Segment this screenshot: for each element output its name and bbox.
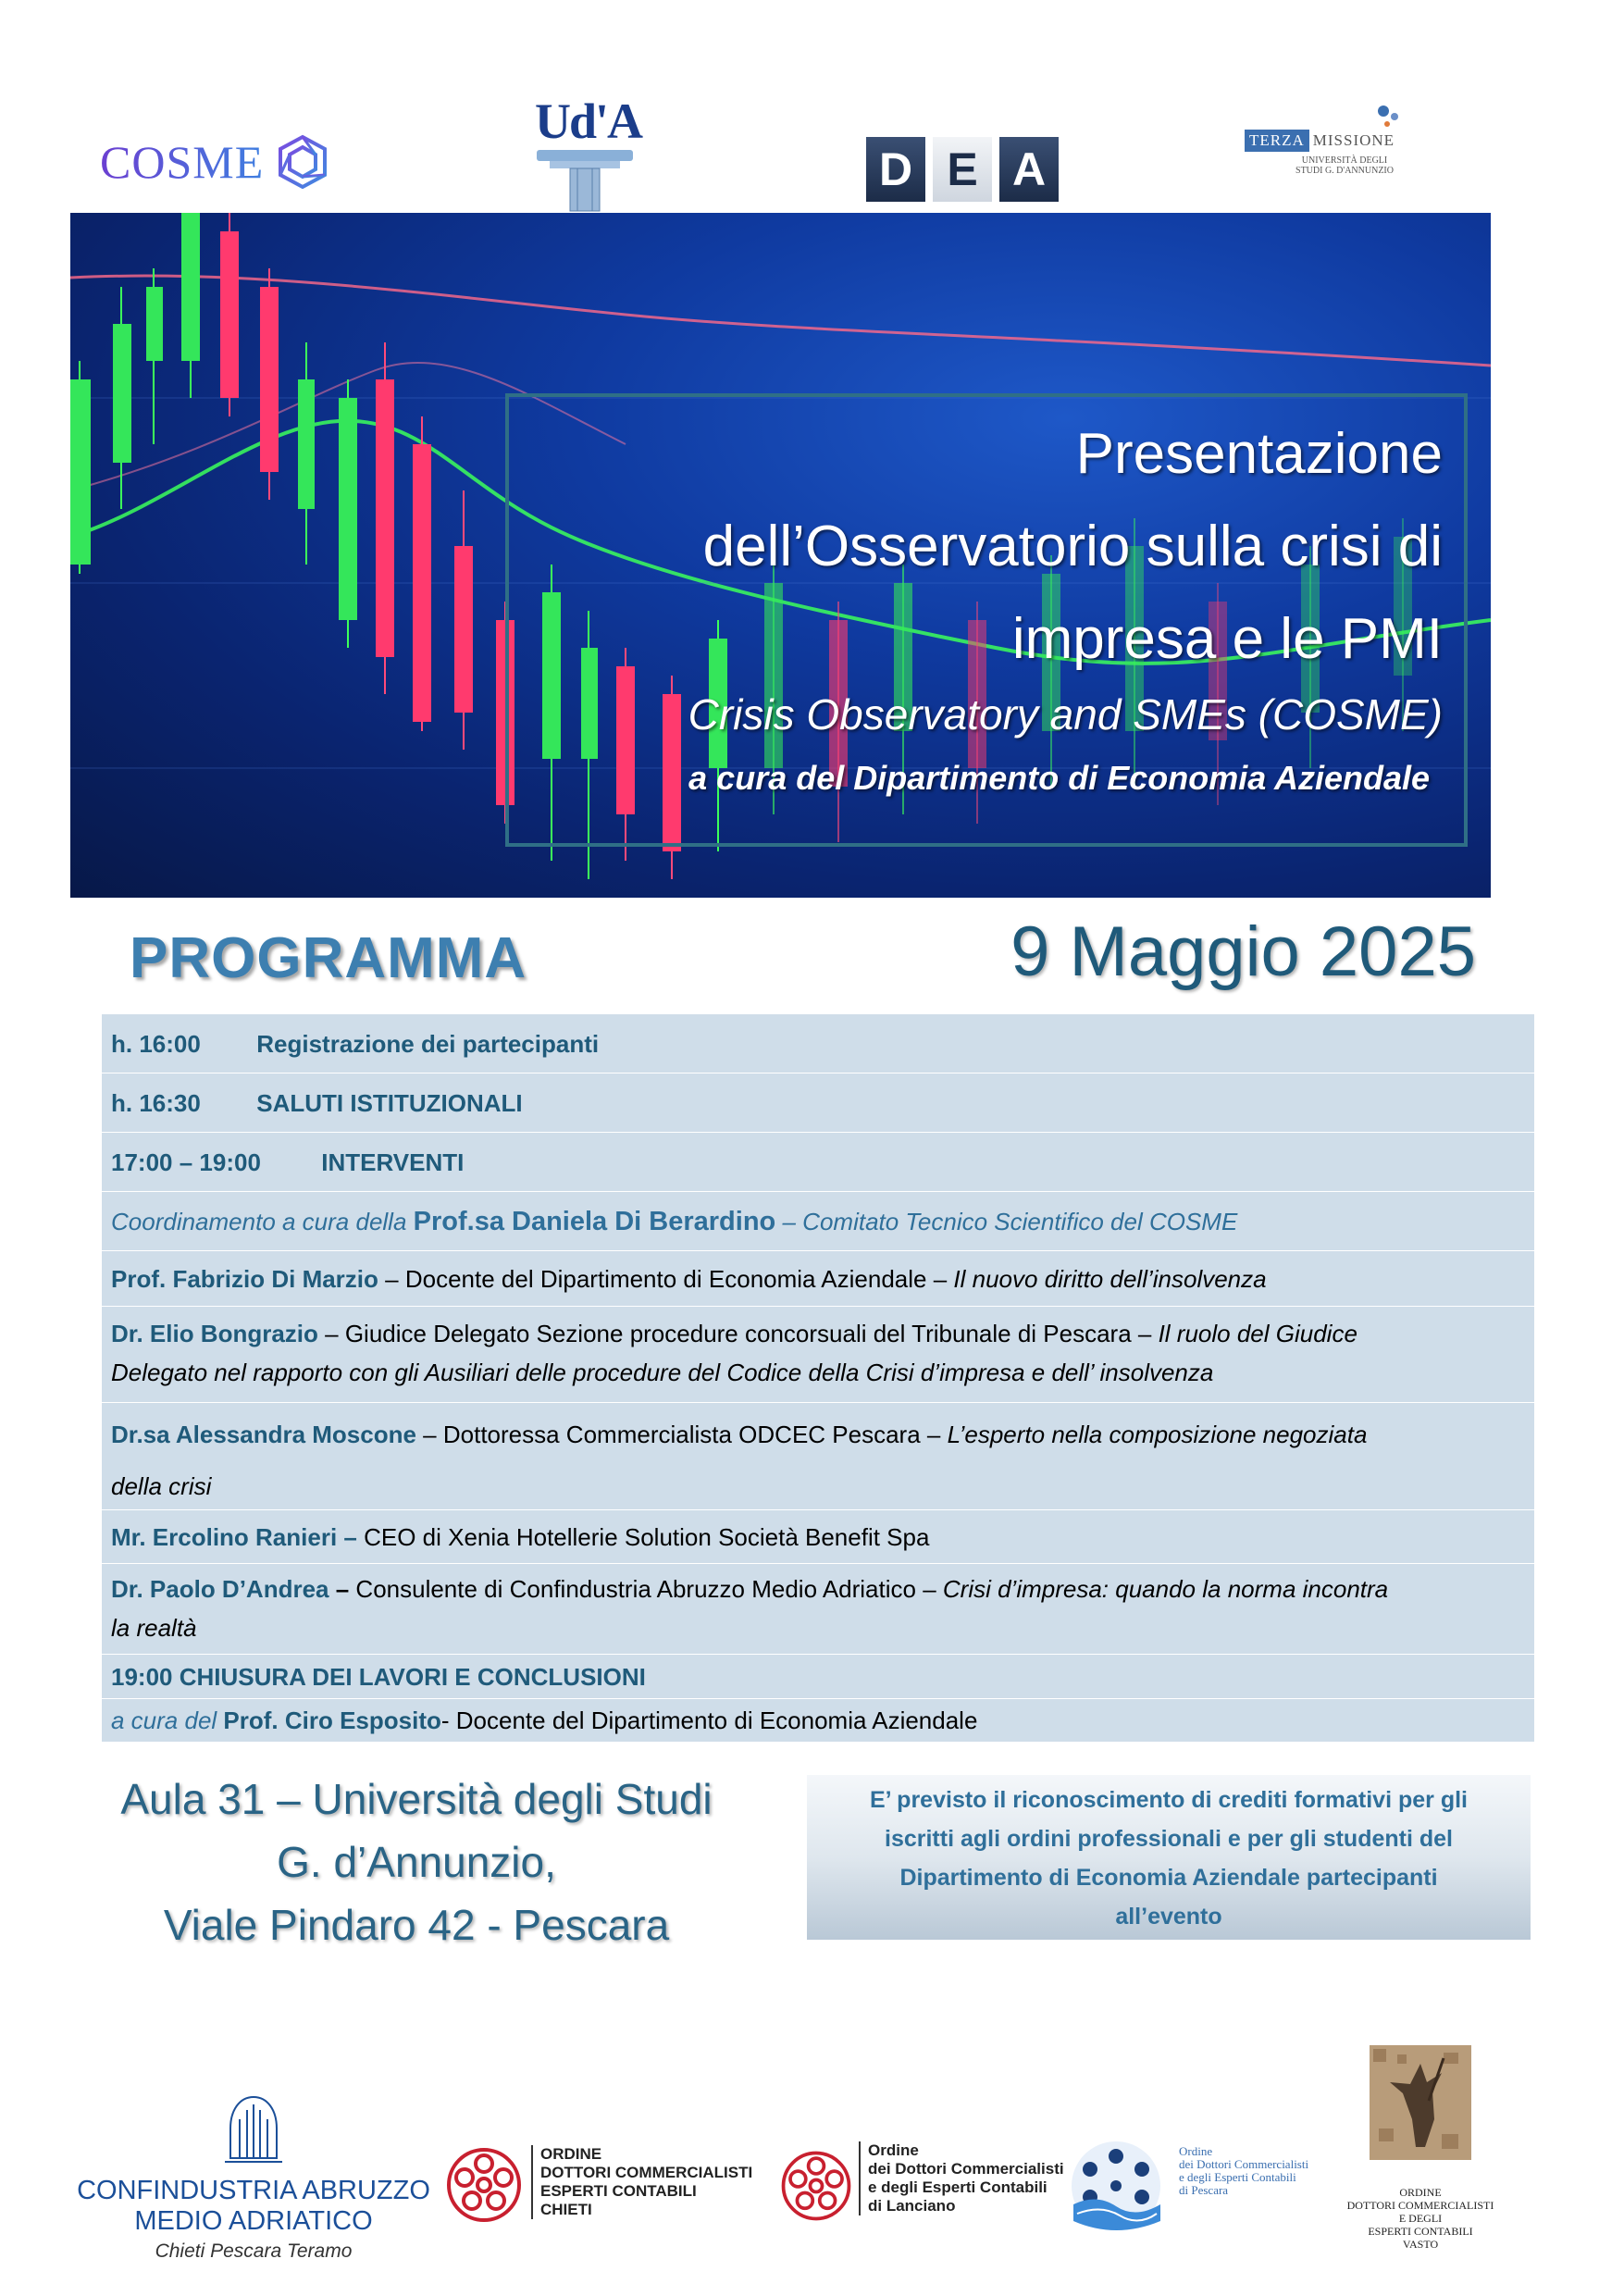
odcec-chieti-line-4: CHIETI xyxy=(540,2201,592,2218)
speaker-dash: – xyxy=(329,1575,350,1603)
programme-row-speaker xyxy=(102,1510,1534,1564)
vasto-mosaic-icon xyxy=(1370,2045,1471,2160)
odcec-chieti-emblem-icon xyxy=(442,2143,526,2227)
terza-missione-dots-icon xyxy=(1337,104,1411,131)
odcec-chieti-text xyxy=(531,2145,752,2219)
programme-row xyxy=(102,1655,1534,1699)
dea-logo-a: A xyxy=(999,137,1059,202)
odcec-chieti-logo xyxy=(442,2136,775,2247)
odcec-vasto-line-2: DOTTORI COMMERCIALISTI xyxy=(1346,2199,1494,2212)
credits-line-3: Dipartimento di Economia Aziendale partecipanti xyxy=(899,1865,1438,1891)
credits-notice xyxy=(807,1775,1531,1940)
odcec-pescara-line-2: dei Dottori Commercialisti xyxy=(1179,2157,1309,2171)
uda-logo xyxy=(529,93,640,213)
cosme-logo xyxy=(100,130,341,194)
location-line-3: Viale Pindaro 42 - Pescara xyxy=(163,1901,670,1949)
location-line-2: G. d’Annunzio, xyxy=(277,1838,556,1886)
uda-tower-icon xyxy=(529,93,640,213)
odcec-lanciano-text xyxy=(859,2141,1064,2215)
speaker-talk: L’esperto nella composizione negoziata xyxy=(947,1421,1368,1448)
dea-logo-d: D xyxy=(866,137,925,202)
speaker-name: Mr. Ercolino Ranieri – xyxy=(111,1523,357,1551)
cosme-hexagon-icon xyxy=(277,134,329,190)
odcec-pescara-line-3: e degli Esperti Contabili xyxy=(1179,2170,1296,2184)
odcec-pescara-text xyxy=(1179,2145,1308,2197)
terza-missione-subtitle: UNIVERSITÀ DEGLI STUDI G. D'ANNUNZIO xyxy=(1295,155,1394,176)
speaker-role: – Docente del Dipartimento di Economia Aziendale – xyxy=(378,1265,954,1293)
hero-organizer: a cura del Dipartimento di Economia Aziendale xyxy=(688,759,1430,797)
speaker-role: CEO di Xenia Hotellerie Solution Società Benefit Spa xyxy=(356,1523,930,1551)
programme-title: PROGRAMMA xyxy=(130,926,527,990)
row-text: INTERVENTI xyxy=(321,1148,465,1176)
speaker-talk-continued: la realtà xyxy=(111,1614,197,1642)
programme-row xyxy=(102,1014,1534,1074)
event-location xyxy=(93,1768,740,1956)
odcec-pescara-line-1: Ordine xyxy=(1179,2144,1213,2158)
confindustria-line-3: Chieti Pescara Teramo xyxy=(155,2240,353,2262)
hero-title-line-2: dell’Osservatorio sulla crisi di xyxy=(702,515,1443,578)
speaker-talk-continued: Delegato nel rapporto con gli Ausiliari delle procedure del Codice della Crisi d’impresa e dell’ insolvenza xyxy=(111,1359,1214,1386)
odcec-vasto-line-1: ORDINE xyxy=(1399,2186,1442,2199)
terza-tag: TERZA xyxy=(1245,130,1309,152)
location-line-1: Aula 31 – Università degli Studi xyxy=(120,1775,713,1823)
programme-row xyxy=(102,1133,1534,1192)
confindustria-emblem-icon xyxy=(212,2091,295,2166)
hero-subtitle-english: Crisis Observatory and SMEs (COSME) xyxy=(688,690,1443,738)
programme-row-coordinator xyxy=(102,1192,1534,1251)
row-text: SALUTI ISTITUZIONALI xyxy=(256,1089,523,1117)
coordinator-prefix: Coordinamento a cura della xyxy=(111,1208,414,1235)
programme-table xyxy=(102,1014,1534,1742)
odcec-lanciano-logo xyxy=(777,2141,1073,2253)
speaker-talk-continued: della crisi xyxy=(111,1472,212,1500)
row-text: 19:00 CHIUSURA DEI LAVORI E CONCLUSIONI xyxy=(111,1663,646,1691)
speaker-role: – Giudice Delegato Sezione procedure concorsuali del Tribunale di Pescara – xyxy=(317,1320,1159,1347)
speaker-name: Prof. Fabrizio Di Marzio xyxy=(111,1265,378,1293)
terza-missione-logo xyxy=(1245,104,1457,176)
closing-prefix: a cura del xyxy=(111,1706,224,1734)
speaker-talk: Crisi d’impresa: quando la norma incontra xyxy=(942,1575,1389,1603)
missione-word: MISSIONE xyxy=(1312,131,1395,149)
speaker-name: Dr. Elio Bongrazio xyxy=(111,1320,318,1347)
credits-line-2: iscritti agli ordini professionali e per gli studenti del xyxy=(885,1826,1453,1852)
coordinator-name: Prof.sa Daniela Di Berardino xyxy=(413,1207,776,1236)
speaker-talk: Il ruolo del Giudice xyxy=(1158,1320,1357,1347)
odcec-lanciano-line-4: di Lanciano xyxy=(868,2197,956,2215)
speaker-role: – Dottoressa Commercialista ODCEC Pescara – xyxy=(415,1421,948,1448)
odcec-lanciano-emblem-icon xyxy=(777,2147,855,2225)
odcec-chieti-line-3: ESPERTI CONTABILI xyxy=(540,2182,697,2200)
hero-title-line-1: Presentazione xyxy=(1075,422,1443,486)
coordinator-role: – Comitato Tecnico Scientifico del COSME xyxy=(775,1208,1238,1235)
programme-row-speaker xyxy=(102,1307,1534,1403)
event-date: 9 Maggio 2025 xyxy=(1010,912,1476,991)
uda-logo-text: Ud'A xyxy=(535,93,642,149)
odcec-vasto-line-4: ESPERTI CONTABILI xyxy=(1368,2225,1473,2238)
odcec-pescara-line-4: di Pescara xyxy=(1179,2183,1229,2197)
programme-row-closing xyxy=(102,1699,1534,1742)
odcec-lanciano-line-2: dei Dottori Commercialisti xyxy=(868,2160,1064,2178)
row-time: h. 16:30 xyxy=(111,1089,201,1117)
confindustria-logo xyxy=(68,2091,439,2262)
odcec-lanciano-line-3: e degli Esperti Contabili xyxy=(868,2178,1048,2196)
row-text: Registrazione dei partecipanti xyxy=(256,1030,600,1058)
hero-title-line-3: impresa e le PMI xyxy=(1011,607,1443,671)
dea-logo-e: E xyxy=(933,137,992,202)
confindustria-line-2: MEDIO ADRIATICO xyxy=(134,2206,373,2236)
speaker-role: Consulente di Confindustria Abruzzo Medio Adriatico – xyxy=(349,1575,943,1603)
programme-row-speaker xyxy=(102,1564,1534,1655)
speaker-name: Dr. Paolo D’Andrea xyxy=(111,1575,329,1603)
row-time: h. 16:00 xyxy=(111,1030,201,1058)
confindustria-line-1: CONFINDUSTRIA ABRUZZO xyxy=(77,2176,430,2205)
programme-row-speaker xyxy=(102,1403,1534,1510)
odcec-vasto-logo xyxy=(1323,2045,1518,2267)
programme-row xyxy=(102,1074,1534,1133)
dea-logo xyxy=(866,137,1060,202)
speaker-name: Dr.sa Alessandra Moscone xyxy=(111,1421,416,1448)
row-time: 17:00 – 19:00 xyxy=(111,1148,261,1176)
odcec-pescara-emblem-icon xyxy=(1064,2138,1175,2240)
odcec-vasto-line-5: VASTO xyxy=(1402,2238,1439,2251)
odcec-vasto-line-3: E DEGLI xyxy=(1398,2212,1443,2225)
closing-name: Prof. Ciro Esposito xyxy=(223,1706,441,1734)
cosme-logo-text: COSME xyxy=(100,136,265,188)
programme-row-speaker xyxy=(102,1251,1534,1307)
odcec-pescara-logo xyxy=(1064,2138,1314,2249)
credits-line-4: all’evento xyxy=(1115,1904,1222,1930)
hero-banner xyxy=(70,213,1491,898)
odcec-lanciano-line-1: Ordine xyxy=(868,2141,919,2159)
odcec-chieti-line-2: DOTTORI COMMERCIALISTI xyxy=(540,2164,753,2181)
closing-role: - Docente del Dipartimento di Economia Aziendale xyxy=(440,1706,978,1734)
odcec-vasto-text xyxy=(1323,2186,1518,2251)
credits-line-1: E’ previsto il riconoscimento di crediti formativi per gli xyxy=(870,1787,1468,1813)
speaker-talk: Il nuovo diritto dell’insolvenza xyxy=(953,1265,1267,1293)
odcec-chieti-line-1: ORDINE xyxy=(540,2145,602,2163)
